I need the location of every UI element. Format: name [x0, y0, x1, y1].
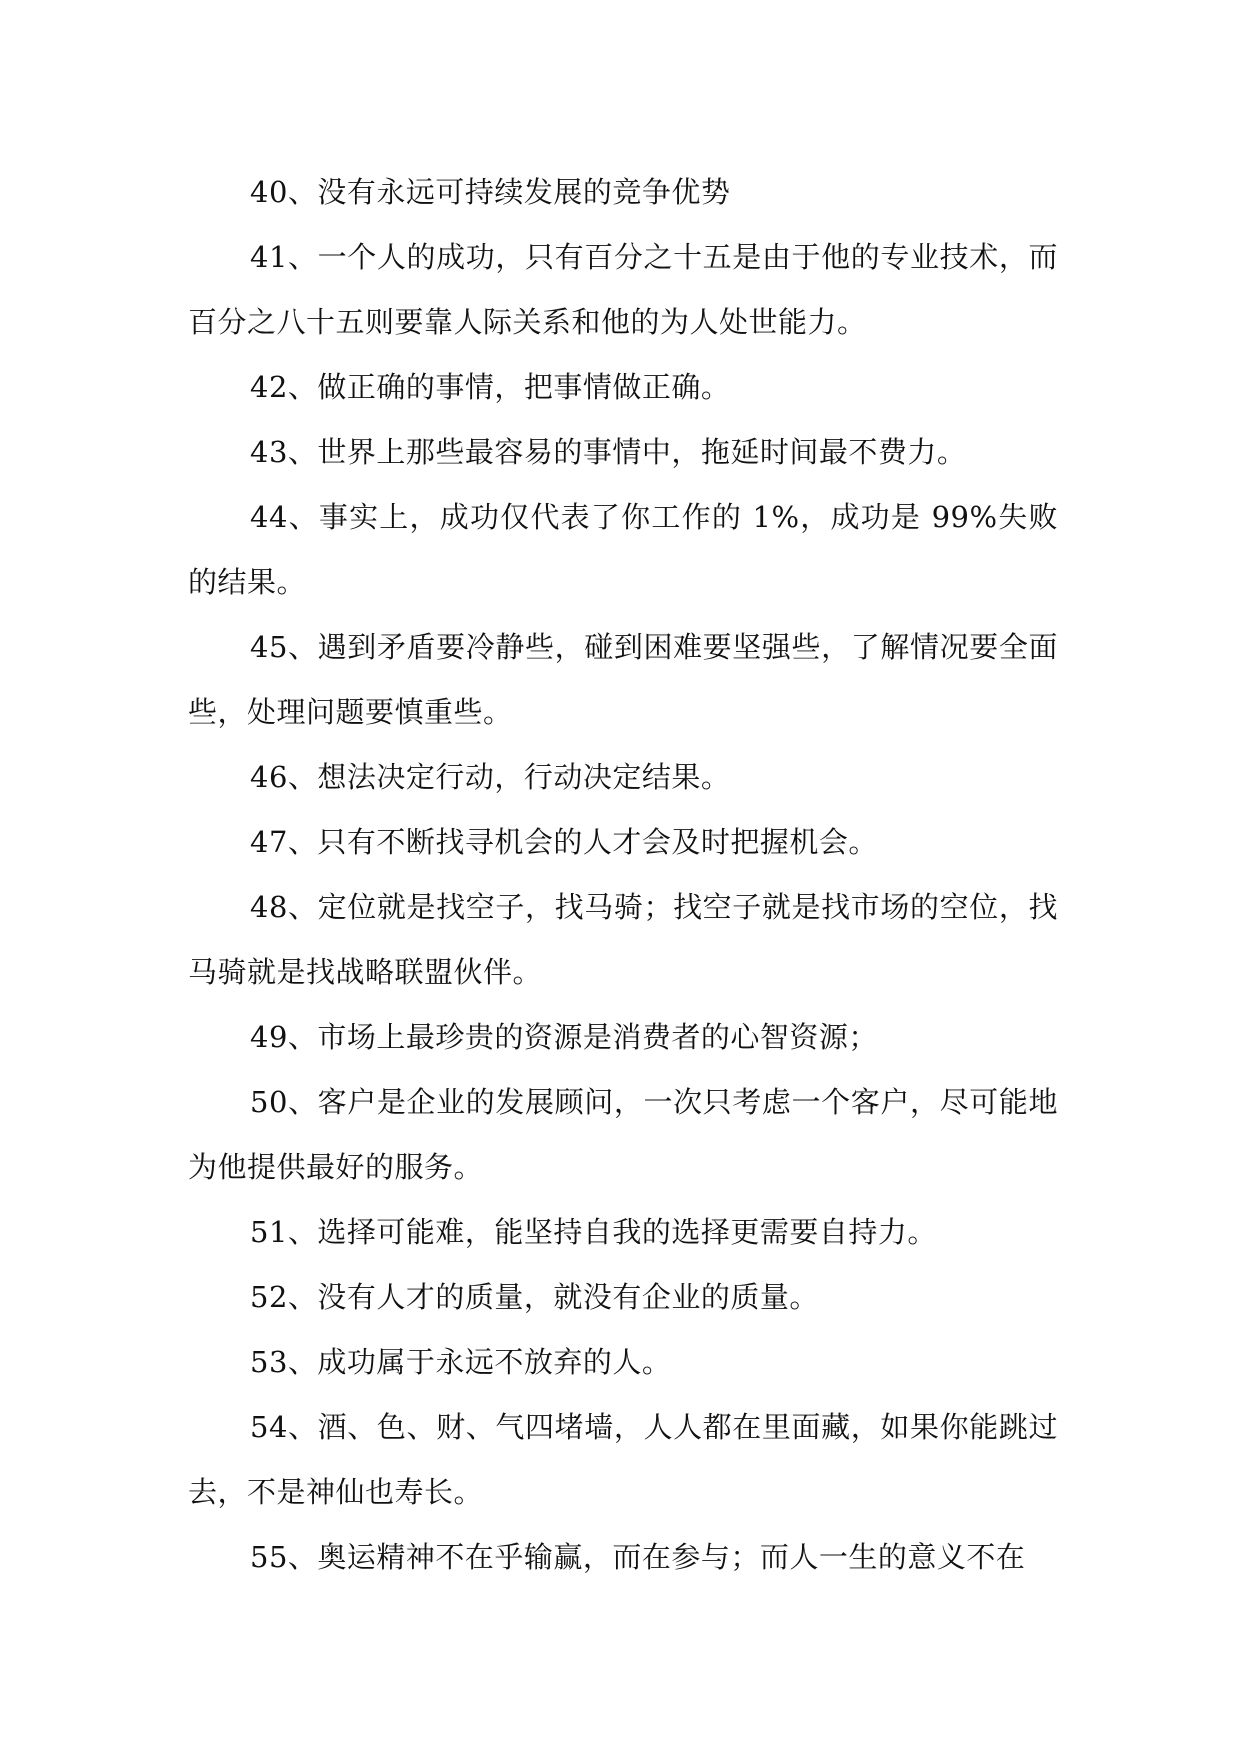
paragraph-45: 45、遇到矛盾要冷静些，碰到困难要坚强些，了解情况要全面些，处理问题要慎重些。 — [188, 630, 1058, 729]
paragraph-44: 44、事实上，成功仅代表了你工作的 1%，成功是 99%失败的结果。 — [188, 500, 1058, 599]
paragraph-47: 47、只有不断找寻机会的人才会及时把握机会。 — [250, 825, 878, 859]
paragraph-51: 51、选择可能难，能坚持自我的选择更需要自持力。 — [250, 1215, 937, 1249]
paragraph-40: 40、没有永远可持续发展的竞争优势 — [250, 175, 731, 209]
paragraph-41: 41、一个人的成功，只有百分之十五是由于他的专业技术，而 百分之八十五则要靠人际关系和他的为人处世能力。 — [188, 240, 1058, 339]
paragraph-54: 54、酒、色、财、气四堵墙，人人都在里面藏，如果你能跳过去，不是神仙也寿长。 — [188, 1410, 1058, 1509]
paragraph-43: 43、世界上那些最容易的事情中，拖延时间最不费力。 — [250, 435, 967, 469]
paragraph-49: 49、市场上最珍贵的资源是消费者的心智资源； — [250, 1020, 878, 1054]
document-body — [188, 160, 1058, 1590]
paragraph-48: 48、定位就是找空子，找马骑；找空子就是找市场的空位，找马骑就是找战略联盟伙伴。 — [188, 890, 1058, 989]
paragraph-42: 42、做正确的事情，把事情做正确。 — [250, 370, 731, 404]
paragraph-50: 50、客户是企业的发展顾问，一次只考虑一个客户，尽可能地为他提供最好的服务。 — [188, 1085, 1058, 1184]
paragraph-46: 46、想法决定行动，行动决定结果。 — [250, 760, 731, 794]
paragraph-55: 55、奥运精神不在乎输赢，而在参与；而人一生的意义不在 — [250, 1540, 1026, 1574]
paragraph-53: 53、成功属于永远不放弃的人。 — [250, 1345, 672, 1379]
paragraph-52: 52、没有人才的质量，就没有企业的质量。 — [250, 1280, 819, 1314]
